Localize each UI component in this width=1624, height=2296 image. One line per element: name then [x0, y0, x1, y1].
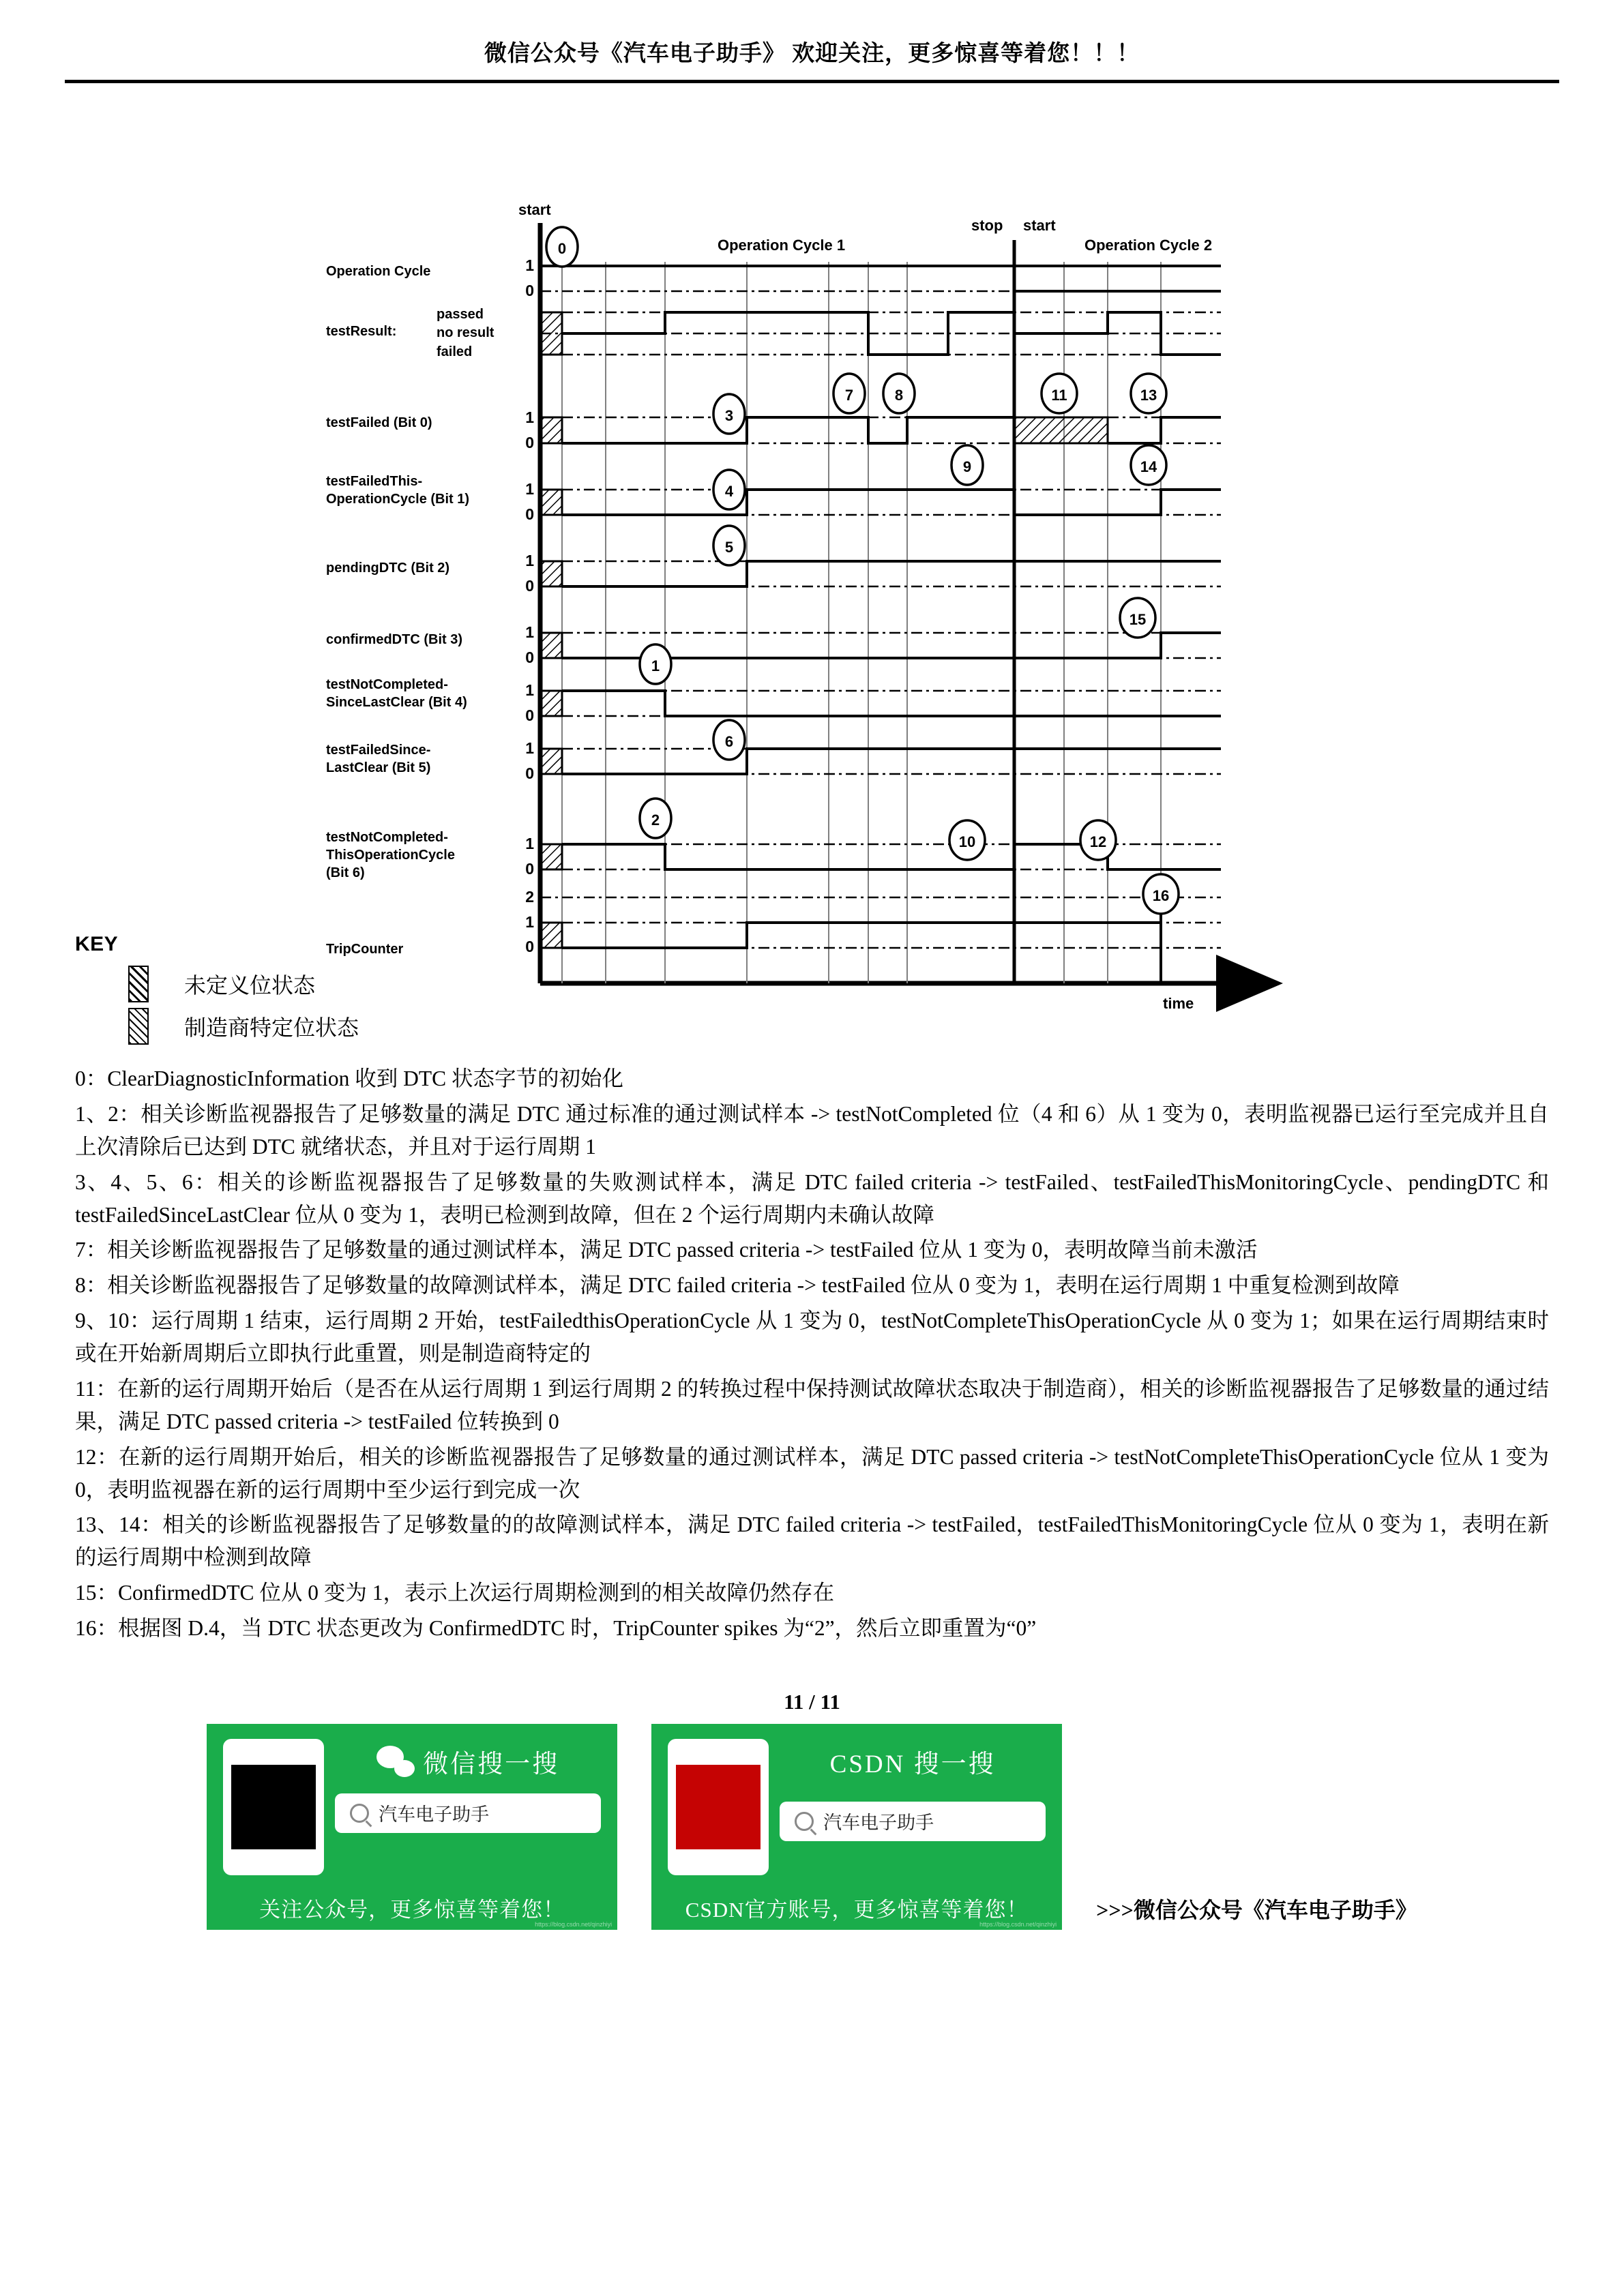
- note-item: 8：相关诊断监视器报告了足够数量的故障测试样本，满足 DTC failed criteria -> testFailed 位从 0 变为 1，表明在运行周期 1 中重复检测到故障: [75, 1273, 1400, 1298]
- promo-card-csdn[interactable]: [651, 1724, 1062, 1930]
- callout-10: [949, 820, 985, 860]
- tick-b4-1: 1: [525, 681, 534, 699]
- search-value: 汽车电子助手: [823, 1813, 934, 1834]
- promo-caption: CSDN官方账号，更多惊喜等着您！: [685, 1897, 1029, 1922]
- row-label-failed-slc-b: LastClear (Bit 5): [326, 760, 431, 775]
- manufacturer-specific-block-bit0: [1014, 417, 1108, 443]
- qr-code-csdn-icon: [676, 1765, 761, 1849]
- row-label-failed-slc-a: testFailedSince-: [326, 743, 431, 758]
- search-pill-csdn[interactable]: [780, 1802, 1046, 1841]
- tick-b6-0: 0: [525, 860, 534, 878]
- row-label-operation-cycle: Operation Cycle: [326, 264, 431, 279]
- svg-text:9: 9: [962, 458, 972, 475]
- waveform-test-failed-this-oc-bit1: [540, 490, 1221, 515]
- tick-b3-0: 0: [525, 648, 534, 666]
- promo-watermark: https://blog.csdn.net/qinzhiyi: [535, 1920, 612, 1928]
- promo-watermark: https://blog.csdn.net/qinzhiyi: [979, 1920, 1057, 1928]
- callout-0: [546, 227, 578, 267]
- row-label-confirmed-dtc: confirmedDTC (Bit 3): [326, 632, 462, 647]
- key-item-label: 制造商特定位状态: [184, 1015, 359, 1040]
- undefined-state-block-bit1: [540, 490, 562, 515]
- tick-b2-0: 0: [525, 577, 534, 595]
- note-item: 11：在新的运行周期开始后（是否在从运行周期 1 到运行周期 2 的转换过程中保持测试故障状态取决于制造商），相关的诊断监视器报告了足够数量的通过结果，满足 DTC passed criteria -> testFailed 位转换到 0: [75, 1376, 1549, 1433]
- tick-tc-1: 1: [525, 913, 534, 931]
- note-item: 7：相关诊断监视器报告了足够数量的通过测试样本，满足 DTC passed criteria -> testFailed 位从 1 变为 0，表明故障当前未激活: [75, 1238, 1258, 1262]
- callout-5: [713, 526, 745, 565]
- callout-12: [1080, 820, 1116, 860]
- row-state-passed: passed: [437, 307, 484, 322]
- search-pill-wechat[interactable]: [335, 1793, 601, 1833]
- row-label-test-failed: testFailed (Bit 0): [326, 415, 432, 430]
- svg-text:3: 3: [724, 407, 734, 424]
- undefined-state-block-testresult: [540, 312, 562, 355]
- undefined-state-block-bit6: [540, 844, 562, 869]
- callout-14: [1131, 445, 1166, 485]
- svg-text:1: 1: [651, 657, 660, 674]
- callout-1: [640, 644, 671, 684]
- footer-note: >>>微信公众号《汽车电子助手》: [1096, 1897, 1417, 1922]
- callout-11: [1042, 374, 1077, 413]
- row-label-not-completed-toc-c: (Bit 6): [326, 865, 365, 880]
- qr-frame-wechat: [223, 1739, 324, 1875]
- undefined-state-block-bit2: [540, 561, 562, 586]
- svg-text:13: 13: [1140, 387, 1157, 404]
- row-state-failed: failed: [437, 344, 473, 359]
- tick-b4-0: 0: [525, 706, 534, 724]
- search-icon: [795, 1812, 814, 1831]
- row-label-not-completed-toc-b: ThisOperationCycle: [326, 848, 455, 863]
- note-item: 0：ClearDiagnosticInformation 收到 DTC 状态字节的初始化: [75, 1067, 624, 1090]
- tick-b6-1: 1: [525, 835, 534, 852]
- svg-text:0: 0: [557, 240, 567, 257]
- key-title: KEY: [75, 933, 119, 955]
- key-item-manufacturer: [128, 1008, 1624, 1045]
- qr-code-wechat-icon: [231, 1765, 316, 1849]
- search-icon: [350, 1804, 369, 1823]
- diagram-callouts: [546, 227, 1179, 914]
- tick-b1-0: 0: [525, 505, 534, 523]
- callout-15: [1120, 598, 1155, 638]
- callout-16: [1143, 874, 1179, 914]
- row-label-not-completed-toc-a: testNotCompleted-: [326, 830, 448, 845]
- notes-section: [0, 1050, 1624, 1645]
- note-item: 16：根据图 D.4，当 DTC 状态更改为 ConfirmedDTC 时，TripCounter spikes 为“2”，然后立即重置为“0”: [75, 1616, 1037, 1640]
- search-value: 汽车电子助手: [379, 1804, 490, 1825]
- row-label-test-failed-this-oc-b: OperationCycle (Bit 1): [326, 492, 470, 507]
- diagram-row-labels: [326, 264, 494, 957]
- qr-frame-csdn: [668, 1739, 769, 1875]
- promo-brand-label: CSDN 搜一搜: [829, 1750, 996, 1778]
- svg-text:2: 2: [651, 811, 660, 829]
- page-header: [0, 0, 1624, 83]
- waveform-not-completed-slc-bit4: [540, 691, 1221, 716]
- tick-b0-0: 0: [525, 434, 534, 451]
- tick-b2-1: 1: [525, 552, 534, 569]
- waveform-not-completed-toc-bit6: [540, 844, 1221, 869]
- svg-text:8: 8: [894, 387, 904, 404]
- annotation-stop: stop: [971, 217, 1003, 234]
- waveform-pending-dtc-bit2: [540, 561, 1221, 586]
- callout-7: [833, 374, 865, 413]
- tick-b3-1: 1: [525, 623, 534, 641]
- callout-3: [713, 394, 745, 434]
- diagram-top-annotations: [518, 201, 1212, 254]
- note-item: 13、14：相关的诊断监视器报告了足够数量的的故障测试样本，满足 DTC failed criteria -> testFailed，testFailedThisMonitoringCycle 位从 0 变为 1，表明在新的运行周期中检测到故障: [75, 1512, 1549, 1570]
- callout-4: [713, 470, 745, 509]
- note-item: 1、2：相关诊断监视器报告了足够数量的满足 DTC 通过标准的通过测试样本 -> testNotCompleted 位（4 和 6）从 1 变为 0，表明监视器已运行至完成并且自上次清除后已达到 DTC 就绪状态，并且对于运行周期 1: [75, 1101, 1549, 1159]
- tick-tc-2: 2: [525, 888, 534, 906]
- row-label-trip-counter: TripCounter: [326, 942, 404, 957]
- svg-text:16: 16: [1152, 887, 1170, 904]
- row-label-test-failed-this-oc-a: testFailedThis-: [326, 474, 423, 489]
- annotation-cycle-1: Operation Cycle 1: [718, 237, 846, 254]
- annotation-cycle-2: Operation Cycle 2: [1084, 237, 1213, 254]
- row-state-no-result: no result: [437, 325, 494, 340]
- row-label-pending-dtc: pendingDTC (Bit 2): [326, 561, 450, 576]
- note-item: 15：ConfirmedDTC 位从 0 变为 1，表示上次运行周期检测到的相关故障仍然存在: [75, 1581, 834, 1605]
- promo-brand-label: 微信搜一搜: [423, 1750, 560, 1778]
- svg-text:5: 5: [724, 539, 734, 556]
- diagram-reference-lines: [540, 291, 1221, 948]
- tick-oc-1: 1: [525, 256, 534, 274]
- tick-b5-1: 1: [525, 739, 534, 757]
- row-label-not-completed-slc-b: SinceLastClear (Bit 4): [326, 695, 467, 710]
- undefined-state-block-bit0: [540, 417, 562, 443]
- diagram-tick-labels: [525, 256, 534, 955]
- row-label-test-result: testResult:: [326, 324, 397, 339]
- callout-8: [883, 374, 915, 413]
- svg-text:10: 10: [958, 833, 976, 850]
- axis-label-time: time: [1163, 995, 1194, 1012]
- undefined-state-block-bit4: [540, 691, 562, 716]
- note-item: 12：在新的运行周期开始后，相关的诊断监视器报告了足够数量的通过测试样本，满足 DTC passed criteria -> testNotCompleteThisOperationCycle 位从 1 变为 0，表明监视器在新的运行周期中至少运行到完成一次: [75, 1444, 1549, 1502]
- svg-text:12: 12: [1089, 833, 1107, 850]
- svg-text:7: 7: [844, 387, 854, 404]
- note-item: 3、4、5、6：相关的诊断监视器报告了足够数量的失败测试样本，满足 DTC failed criteria -> testFailed、testFailedThisMonitoringCycle、pendingDTC 和 testFailedSinceLastClear 位从 0 变为 1，表明已检测到故障，但在 2 个运行周期内未确认故障: [75, 1169, 1549, 1227]
- diagram-vertical-gridlines: [562, 262, 1161, 983]
- svg-text:11: 11: [1051, 387, 1067, 404]
- waveform-test-failed-bit0: [540, 417, 1221, 443]
- callout-13: [1131, 374, 1166, 413]
- key-item-label: 未定义位状态: [184, 973, 316, 998]
- tick-tc-0: 0: [525, 938, 534, 955]
- row-label-not-completed-slc-a: testNotCompleted-: [326, 677, 448, 692]
- callout-9: [951, 445, 983, 485]
- note-item: 9、10：运行周期 1 结束，运行周期 2 开始，testFailedthisOperationCycle 从 1 变为 0，testNotCompleteThisOperationCycle 从 0 变为 1；如果在运行周期结束时或在开始新周期后立即执行此重置，则是制造商特定的: [75, 1309, 1549, 1365]
- svg-text:15: 15: [1129, 611, 1147, 628]
- callout-2: [640, 799, 671, 838]
- undefined-state-block-bit5: [540, 749, 562, 774]
- footer-promo: [0, 1724, 1624, 1942]
- hatch-swatch-undefined-icon: [128, 966, 149, 1002]
- hatch-swatch-manufacturer-icon: [128, 1008, 149, 1045]
- svg-text:6: 6: [724, 733, 734, 750]
- svg-text:4: 4: [724, 483, 734, 500]
- header-title: 微信公众号《汽车电子助手》 欢迎关注，更多惊喜等着您！！！: [484, 42, 1140, 66]
- page-number: 11 / 11: [784, 1689, 840, 1714]
- annotation-start-mid: start: [1023, 217, 1056, 234]
- waveform-failed-slc-bit5: [540, 749, 1221, 774]
- promo-card-wechat[interactable]: [207, 1724, 617, 1930]
- waveform-operation-cycle: [540, 266, 1221, 291]
- undefined-state-block-bit3: [540, 633, 562, 658]
- promo-caption: 关注公众号，更多惊喜等着您！: [259, 1897, 565, 1922]
- tick-oc-0: 0: [525, 282, 534, 299]
- callout-6: [713, 720, 745, 760]
- undefined-state-block-tripcounter: [540, 923, 562, 948]
- key-section: [0, 929, 1624, 1045]
- wechat-logo-icon: [377, 1746, 415, 1777]
- waveform-test-result: [540, 312, 1221, 355]
- tick-b5-0: 0: [525, 764, 534, 782]
- annotation-start-left: start: [518, 201, 551, 218]
- svg-text:14: 14: [1140, 458, 1157, 475]
- tick-b0-1: 1: [525, 408, 534, 426]
- tick-b1-1: 1: [525, 480, 534, 498]
